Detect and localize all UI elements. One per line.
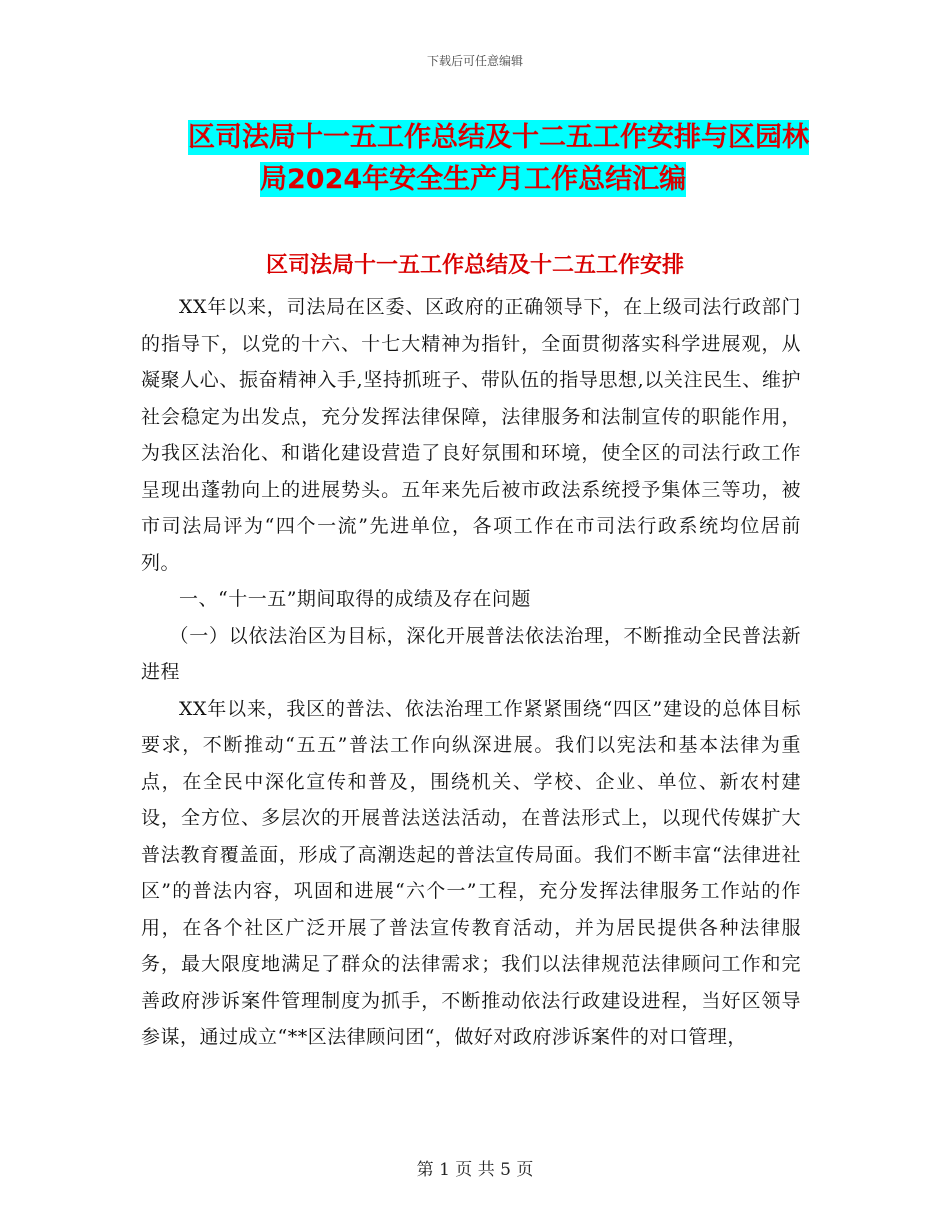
title-line-2: 局2024年安全生产月工作总结汇编 (260, 164, 687, 195)
paragraph: XX年以来，我区的普法、依法治理工作紧紧围绕“四区”建设的总体目标要求，不断推动“五五”普法工作向纵深进展。我们以宪法和基本法律为重点，在全民中深化宣传和普及，围绕机关、学校、企业、单位、新农村建设，全方位、多层次的开展普法送法活动，在普法形式上，以现代传媒扩大普法教育覆盖面，形成了高潮迭起的普法宣传局面。我们不断丰富“法律进社区”的普法内容，巩固和进展“六个一”工程，充分发挥法律服务工作站的作用，在各个社区广泛开展了普法宣传教育活动，并为居民提供各种法律服务，最大限度地满足了群众的法律需求；我们以法律规范法律顾问工作和完善政府涉诉案件管理制度为抓手，不断推动依法行政建设进程，当好区领导参谋，通过成立“**区法律顾问团“，做好对政府涉诉案件的对口管理， (141, 697, 801, 1048)
section-title: 区司法局十一五工作总结及十二五工作安排 (265, 253, 684, 278)
page-footer: 第 1 页 共 5 页 (416, 1160, 534, 1180)
document-body (141, 289, 801, 1056)
paragraph: XX年以来，司法局在区委、区政府的正确领导下，在上级司法行政部门的指导下，以党的十六、十七大精神为指针，全面贯彻落实科学进展观，从凝聚人心、振奋精神入手,坚持抓班子、带队伍的指导思想,以关注民生、维护社会稳定为出发点，充分发挥法律保障，法律服务和法制宣传的职能作用，为我区法治化、和谐化建设营造了良好氛围和环境，使全区的司法行政工作呈现出蓬勃向上的进展势头。五年来先后被市政法系统授予集体三等功，被市司法局评为“四个一流”先进单位，各项工作在市司法行政系统均位居前列。 (141, 296, 801, 574)
title-line-1: 区司法局十一五工作总结及十二五工作安排与区园林 (188, 122, 809, 153)
header-note: 下载后可任意编辑 (426, 54, 523, 68)
section-heading: 一、“十一五”期间取得的成绩及存在问题 (179, 588, 531, 610)
subsection-heading: （一）以依法治区为目标，深化开展普法依法治理，不断推动全民普法新进程 (141, 624, 801, 683)
